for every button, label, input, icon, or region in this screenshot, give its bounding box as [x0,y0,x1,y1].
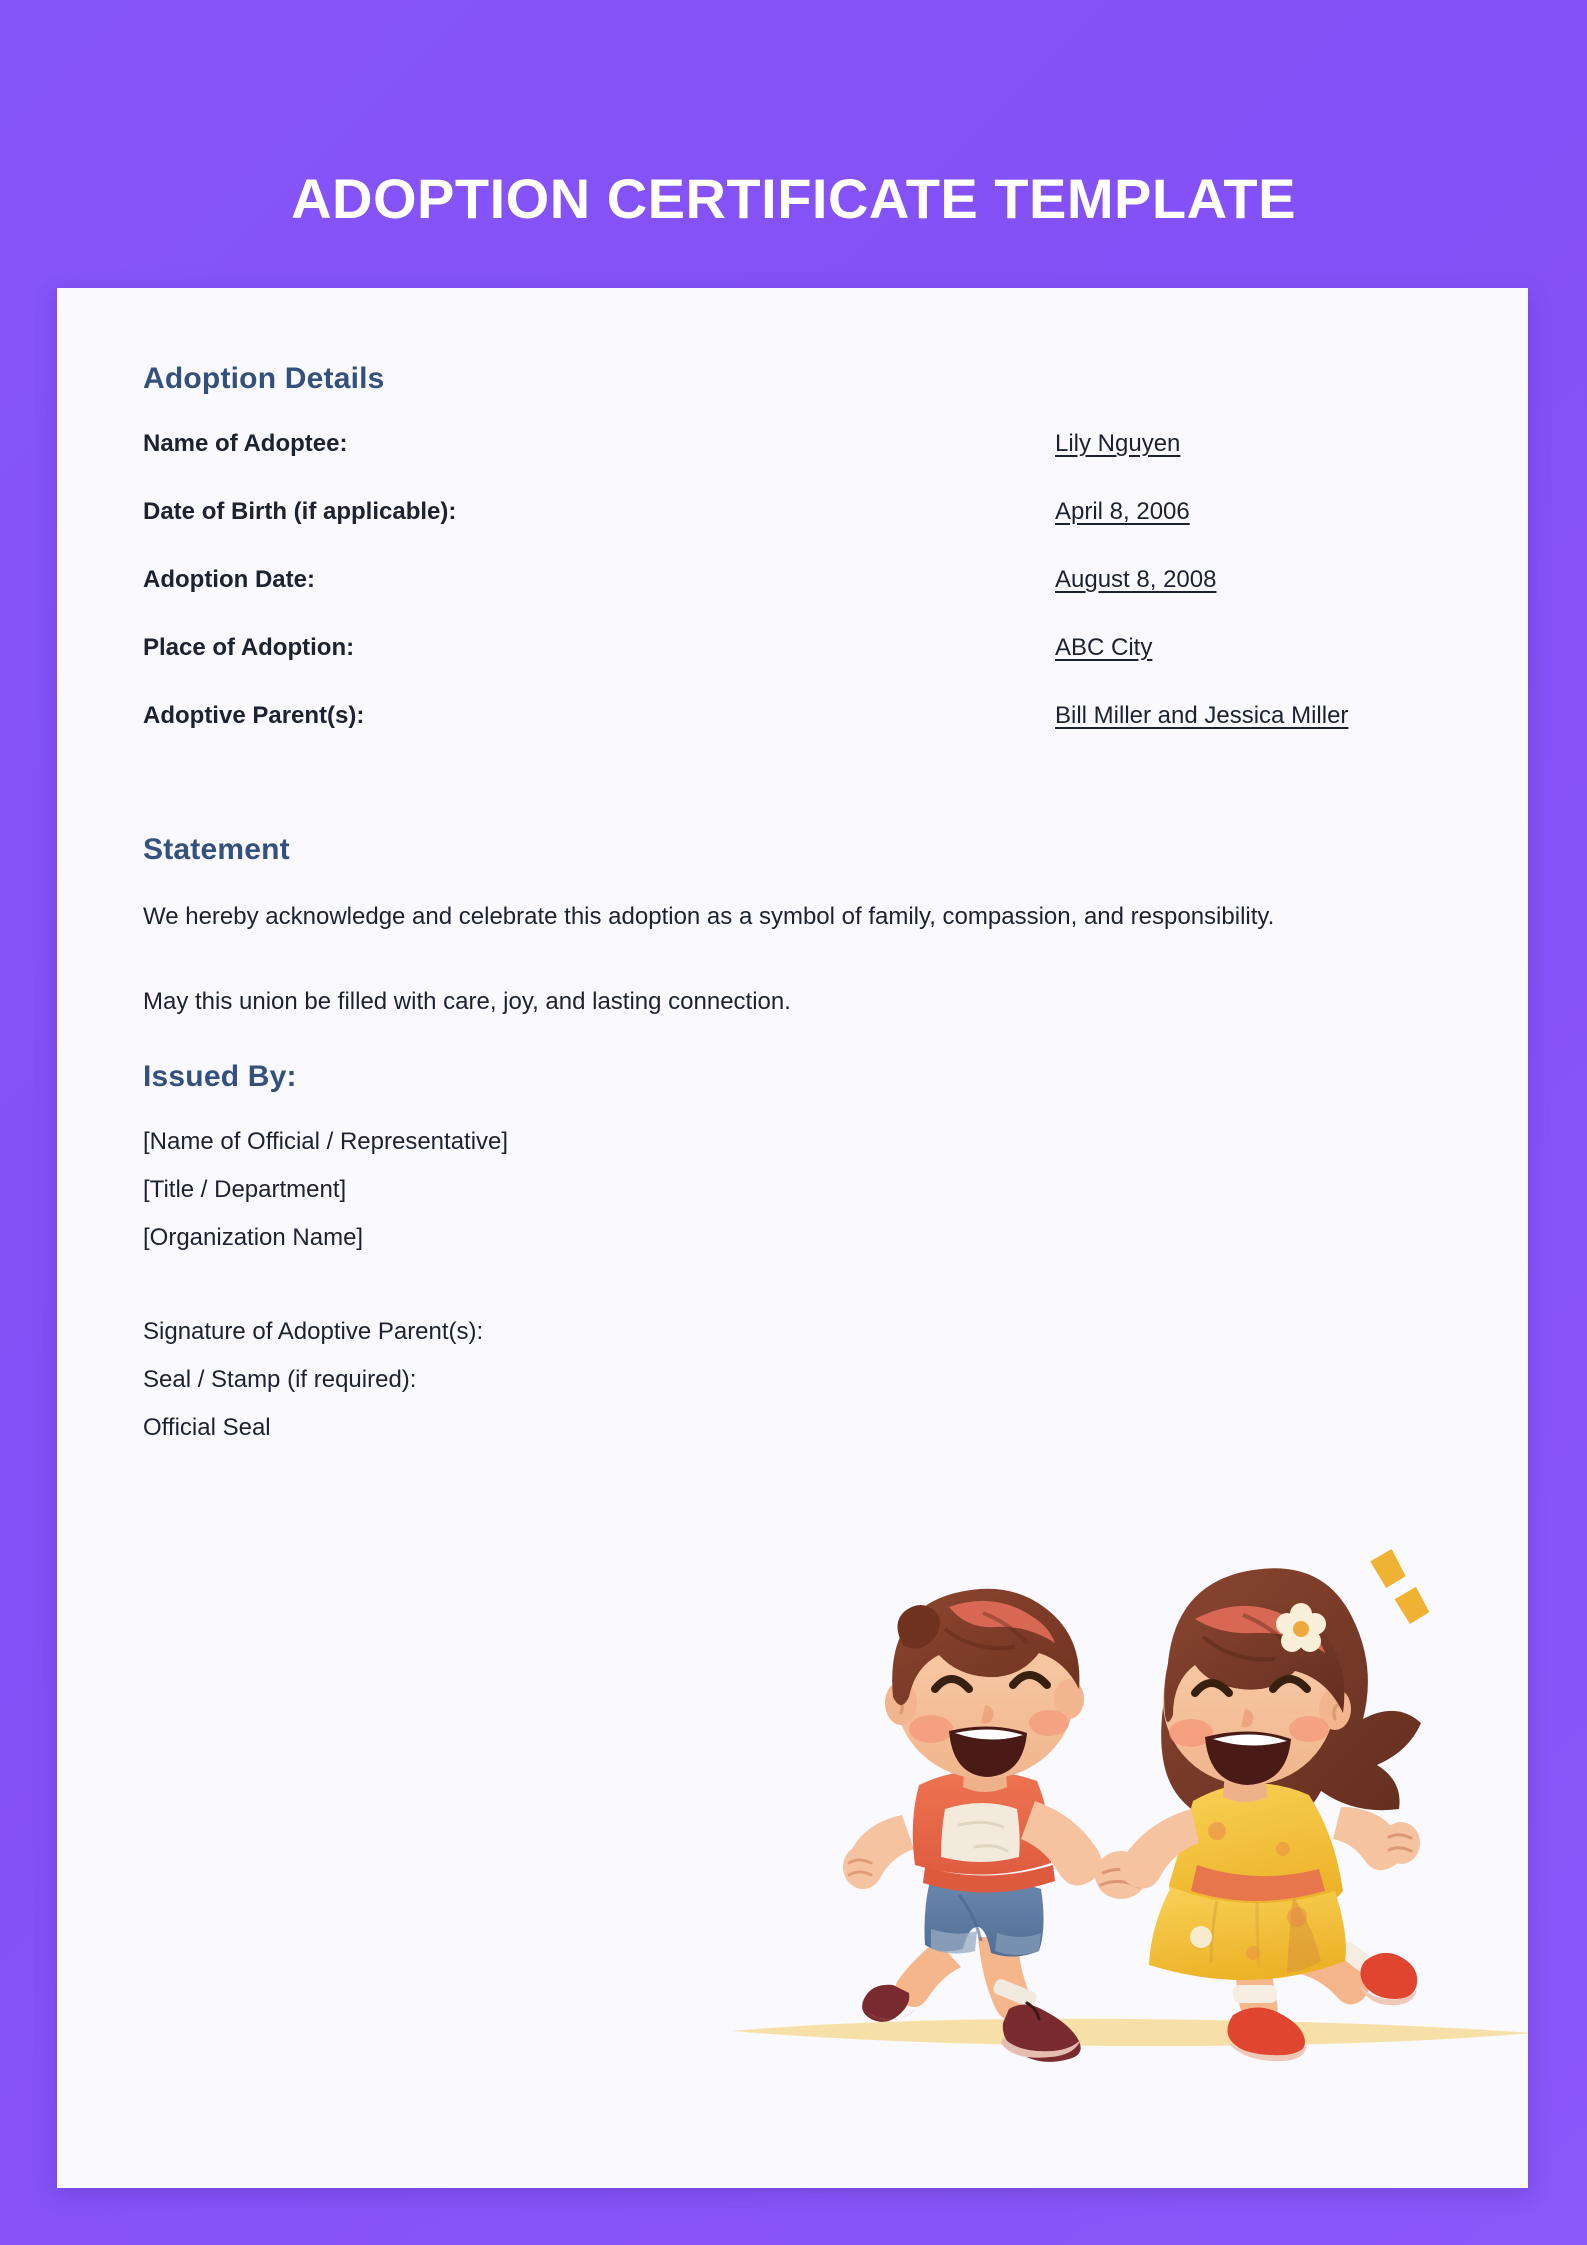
signature-line-parents: Signature of Adoptive Parent(s): [143,1318,484,1345]
statement-paragraph-1: We hereby acknowledge and celebrate this adoption as a symbol of family, compassion, and responsibility. [143,903,1275,930]
girl-figure [1120,1568,1421,2061]
detail-value-adoptive-parents: Bill Miller and Jessica Miller [1055,702,1349,729]
certificate-card-content [57,288,1528,2188]
detail-value-adoption-date: August 8, 2008 [1055,566,1217,593]
signature-line-official-seal: Official Seal [143,1414,271,1441]
sparkle-marks [1369,1547,1431,1626]
detail-label-place-of-adoption: Place of Adoption: [143,634,355,661]
detail-value-name-of-adoptee: Lily Nguyen [1055,430,1181,457]
section-heading-adoption-details: Adoption Details [143,362,385,395]
detail-row-adoptive-parents [143,702,1443,738]
two-children-holding-hands-illustration [697,1533,1528,2073]
detail-label-date-of-birth: Date of Birth (if applicable): [143,498,457,525]
detail-value-place-of-adoption: ABC City [1055,634,1153,661]
issued-by-line-name: [Name of Official / Representative] [143,1128,509,1155]
detail-label-name-of-adoptee: Name of Adoptee: [143,430,348,457]
detail-row-name-of-adoptee [143,430,1443,466]
detail-row-place-of-adoption [143,634,1443,670]
page-title: ADOPTION CERTIFICATE TEMPLATE [291,166,1296,230]
detail-label-adoptive-parents: Adoptive Parent(s): [143,702,365,729]
certificate-card [57,288,1528,2188]
detail-row-adoption-date [143,566,1443,602]
section-heading-issued-by: Issued By: [143,1060,297,1093]
ground-shadow-shape [732,2019,1528,2046]
issued-by-line-organization: [Organization Name] [143,1224,364,1251]
detail-row-date-of-birth [143,498,1443,534]
detail-label-adoption-date: Adoption Date: [143,566,315,593]
statement-paragraph-2: May this union be filled with care, joy, and lasting connection. [143,988,791,1015]
section-heading-statement: Statement [143,833,290,866]
issued-by-line-title: [Title / Department] [143,1176,347,1203]
detail-value-date-of-birth: April 8, 2006 [1055,498,1190,525]
signature-line-seal-stamp: Seal / Stamp (if required): [143,1366,417,1393]
boy-figure [843,1589,1102,2062]
